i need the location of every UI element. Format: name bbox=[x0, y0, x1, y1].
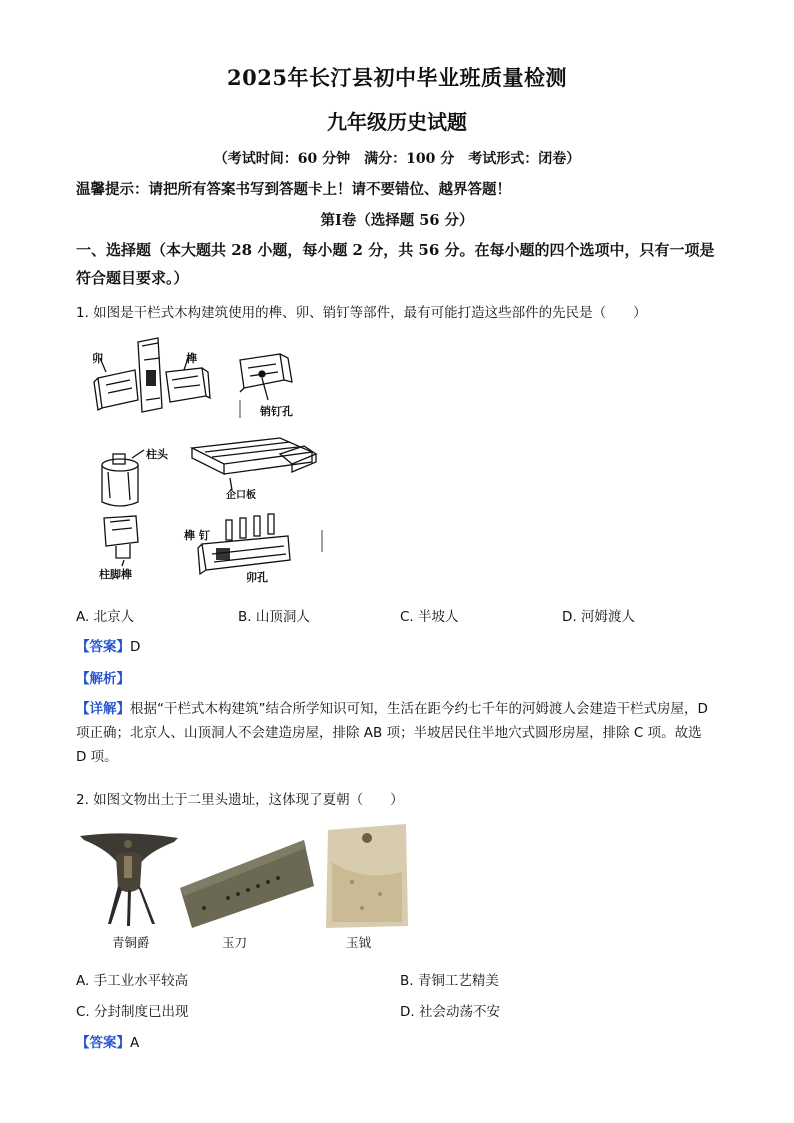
detail-tag: 【详解】 bbox=[76, 701, 130, 717]
label-column-head: 柱头 bbox=[146, 448, 168, 461]
section-title: 第Ⅰ卷（选择题 56 分） bbox=[320, 212, 474, 229]
label-bronze-jue: 青铜爵 bbox=[112, 935, 150, 950]
exam-title: 2025年长汀县初中毕业班质量检测 bbox=[227, 65, 567, 90]
q2-answer: A bbox=[130, 1035, 140, 1051]
q2-option-c: C. 分封制度已出现 bbox=[76, 1004, 189, 1020]
q1-option-a: A. 北京人 bbox=[76, 609, 135, 625]
jade-knife-photo bbox=[176, 838, 316, 930]
q1-answer: D bbox=[130, 639, 141, 655]
section-instructions: 一、选择题（本大题共 28 小题，每小题 2 分，共 56 分。在每小题的四个选项中，只有一项是符合题目要求。） bbox=[76, 241, 715, 287]
q1-detail bbox=[76, 697, 716, 769]
exam-info: （考试时间：60 分钟 满分：100 分 考试形式：闭卷） bbox=[213, 151, 581, 167]
q1-detail-text: 根据“干栏式木构建筑”结合所学知识可知，生活在距今约七千年的河姆渡人会建造干栏式房屋，D项正确；北京人、山顶洞人不会建造房屋，排除 AB 项；半坡居民住半地穴式圆形房屋，排除 C 项。故选 D 项。 bbox=[76, 701, 708, 765]
jade-yue-photo bbox=[322, 822, 412, 930]
q1-option-c: C. 半坡人 bbox=[400, 609, 459, 625]
q2-option-a: A. 手工业水平较高 bbox=[76, 973, 189, 989]
label-sun-ding: 榫 钉 bbox=[184, 529, 210, 542]
label-mortise: 卯孔 bbox=[246, 571, 268, 584]
label-jade-yue: 玉钺 bbox=[346, 935, 372, 950]
label-jade-knife: 玉刀 bbox=[222, 935, 248, 950]
q1-option-b: B. 山顶洞人 bbox=[238, 609, 310, 625]
q1-stem: 1. 如图是干栏式木构建筑使用的榫、卯、销钉等部件，最有可能打造这些部件的先民是（ ） bbox=[76, 305, 647, 321]
q1-joinery-figure bbox=[80, 330, 330, 585]
warm-tip: 温馨提示：请把所有答案书写到答题卡上！请不要错位、越界答题！ bbox=[76, 181, 511, 198]
q1-option-d: D. 河姆渡人 bbox=[562, 609, 635, 625]
exam-subtitle: 九年级历史试题 bbox=[327, 110, 467, 134]
q2-answer-line bbox=[76, 1031, 139, 1051]
answer-tag: 【答案】 bbox=[76, 1035, 130, 1051]
bronze-jue-photo bbox=[78, 826, 180, 928]
label-sun: 榫 bbox=[186, 352, 197, 365]
label-column-foot: 柱脚榫 bbox=[99, 568, 132, 581]
q2-option-d: D. 社会动荡不安 bbox=[400, 1004, 500, 1020]
q2-option-b: B. 青铜工艺精美 bbox=[400, 973, 499, 989]
q1-answer-line bbox=[76, 635, 140, 655]
analysis-tag-text: 【解析】 bbox=[76, 671, 130, 687]
q2-stem: 2. 如图文物出土于二里头遗址，这体现了夏朝（ ） bbox=[76, 792, 404, 808]
answer-tag: 【答案】 bbox=[76, 639, 130, 655]
label-mao: 卯 bbox=[92, 352, 103, 365]
label-pin-hole: 销钉孔 bbox=[260, 405, 293, 418]
analysis-tag bbox=[76, 667, 130, 687]
label-tongue-board: 企口板 bbox=[226, 490, 256, 501]
